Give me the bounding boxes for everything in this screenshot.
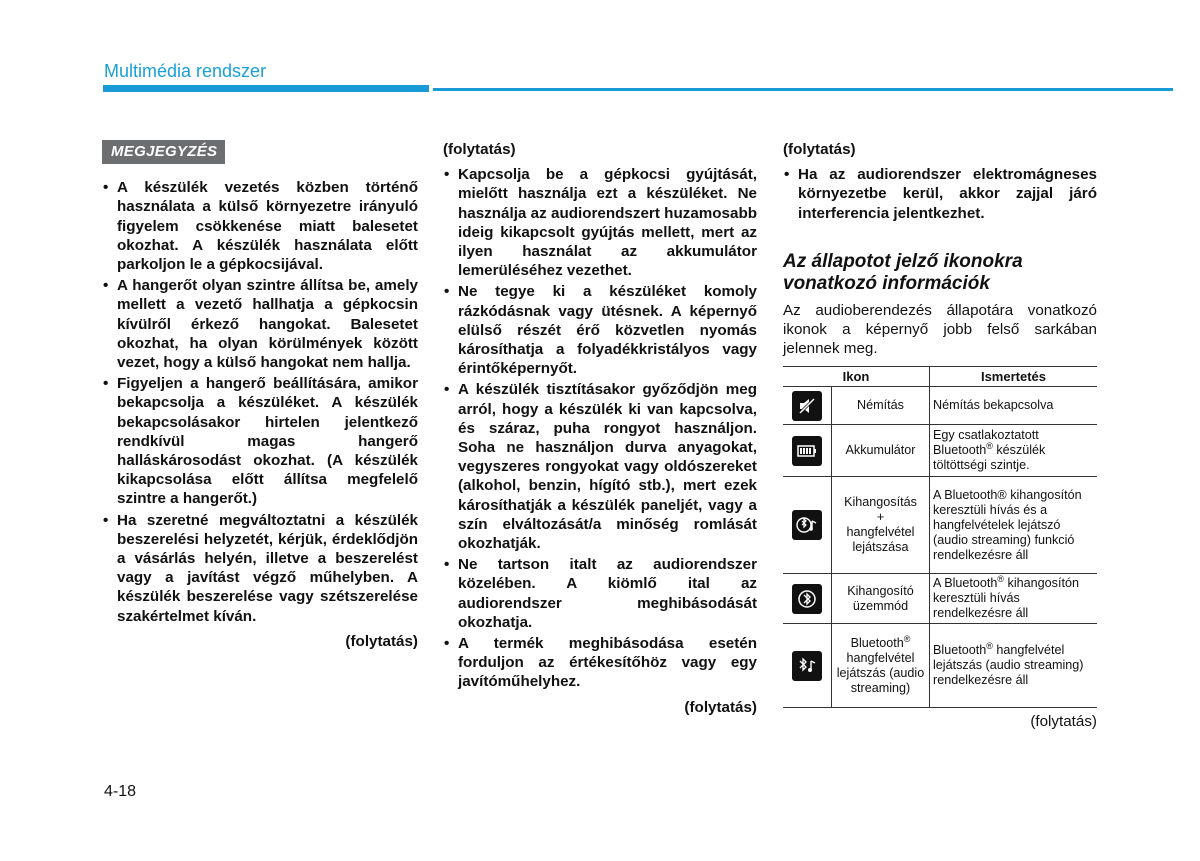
table-row	[783, 477, 1097, 574]
continued-label: (folytatás)	[783, 141, 856, 158]
icon-name: Akkumulátor	[832, 425, 930, 477]
icon-description: Egy csatlakoztatott Bluetooth® készülék töltöttségi szintje.	[930, 425, 1098, 477]
column-3	[783, 140, 1097, 732]
bluetooth-handsfree-icon	[792, 584, 822, 614]
list-item: • A készülék tisztításakor győződjön meg arról, hogy a készülék ki van kapcsolva, és száraz, puha rongyot használjon. Soha ne használjon durva anyagokat, vegyszeres rongyokat vagy oldószereket (alkohol, benzin, hígító stb.), mert ezek károsíthatják a készülék paneljét, vagy a szín elváltozását/a minőség romlását okozhatják.	[443, 380, 757, 553]
icon-description: Némítás bekapcsolva	[930, 387, 1098, 425]
list-item: • A készülék vezetés közben történő használata a külső környezetre irányuló figyelem csökkenése miatt balesetet okozhat. A készülék használata előtt parkoljon le a gépkocsijával.	[102, 178, 418, 274]
table-row	[783, 387, 1097, 425]
table-row	[783, 425, 1097, 477]
list-item: • Kapcsolja be a gépkocsi gyújtását, mielőtt használja ezt a készüléket. Ne használja az audiorendszert huzamosabb ideig kikapcsolt gyújtás mellett, mert az ilyen használat az akkumulátor lemerüléséhez vezethet.	[443, 165, 757, 280]
list-item: • A hangerőt olyan szintre állítsa be, amely mellett a vezető hallhatja a gépkocsin kívülről érkező hangokat. Balesetet okozhat, ha olyan körülmények között vezet, hogy a külső hangokat nem hallja.	[102, 276, 418, 372]
list-item: • Ne tegye ki a készüléket komoly rázkódásnak vagy ütésnek. A képernyő elülső részét érő közvetlen nyomás károsíthatja a folyadékkristályos vagy érintőképernyőt.	[443, 282, 757, 378]
page-number: 4-18	[104, 783, 137, 800]
icon-name: Bluetooth® hangfelvétel lejátszás (audio streaming)	[832, 624, 930, 708]
table-row	[783, 624, 1097, 708]
list-item: • Ha az audiorendszer elektromágneses környezetbe kerül, akkor zajjal járó interferencia jelentkezhet.	[783, 165, 1097, 223]
continued-label: (folytatás)	[684, 698, 757, 716]
continued-label: (folytatás)	[1030, 713, 1097, 731]
header-rule-thin	[433, 88, 1173, 91]
note-badge: MEGJEGYZÉS	[102, 140, 225, 164]
icon-description: A Bluetooth® kihangosítón keresztüli hívás rendelkezésre áll	[930, 574, 1098, 624]
column-2	[443, 140, 757, 717]
icon-name: Kihangosító üzemmód	[832, 574, 930, 624]
intro-paragraph: Az audioberendezés állapotára vonatkozó ikonok a képernyő jobb felső sarkában jelennek meg.	[783, 301, 1097, 358]
icon-name: Némítás	[832, 387, 930, 425]
icon-description: Bluetooth® hangfelvétel lejátszás (audio streaming) rendelkezésre áll	[930, 624, 1098, 708]
section-heading: Az állapotot jelző ikonokra vonatkozó információk	[783, 250, 1023, 294]
icon-description: A Bluetooth® kihangosítón keresztüli hívás és a hangfelvételek lejátszó (audio streaming) funkció rendelkezésre áll	[930, 477, 1098, 574]
mute-icon	[792, 391, 822, 421]
column-1	[102, 140, 418, 651]
note-list-1	[102, 178, 418, 626]
table-header-description: Ismertetés	[930, 367, 1098, 387]
header-rule-thick	[103, 85, 429, 92]
continued-label: (folytatás)	[345, 632, 418, 650]
section-title: Multimédia rendszer	[104, 61, 267, 81]
table-row	[783, 574, 1097, 624]
table-header-icon: Ikon	[783, 367, 930, 387]
icon-name: Kihangosítás + hangfelvétel lejátszása	[832, 477, 930, 574]
note-list-3	[783, 165, 1097, 223]
bluetooth-audio-icon	[792, 510, 822, 540]
bluetooth-streaming-icon	[792, 651, 822, 681]
continued-label: (folytatás)	[443, 141, 516, 158]
status-icon-table	[783, 366, 1097, 708]
list-item: • Figyeljen a hangerő beállítására, amikor bekapcsolja a készüléket. A készülék bekapcsolásakor hirtelen jelentkező rendkívül magas hangerő halláskárosodást okozhat. (A készülék kikapcsolása előtt állítsa megfelelő szintre a hangerőt.)	[102, 374, 418, 508]
battery-icon	[792, 436, 822, 466]
list-item: • A termék meghibásodása esetén forduljon az értékesítőhöz vagy egy javítóműhelyhez.	[443, 634, 757, 692]
list-item: • Ne tartson italt az audiorendszer közelében. A kiömlő ital az audiorendszer meghibásodását okozhatja.	[443, 555, 757, 632]
note-list-2	[443, 165, 757, 691]
list-item: • Ha szeretné megváltoztatni a készülék beszerelési helyzetét, kérjük, érdeklődjön a vásárlás helyén, illetve a beszerelést vagy a javítást végző műhelyben. A készülék beszerelése vagy szétszerelése szakértelmet kíván.	[102, 511, 418, 626]
